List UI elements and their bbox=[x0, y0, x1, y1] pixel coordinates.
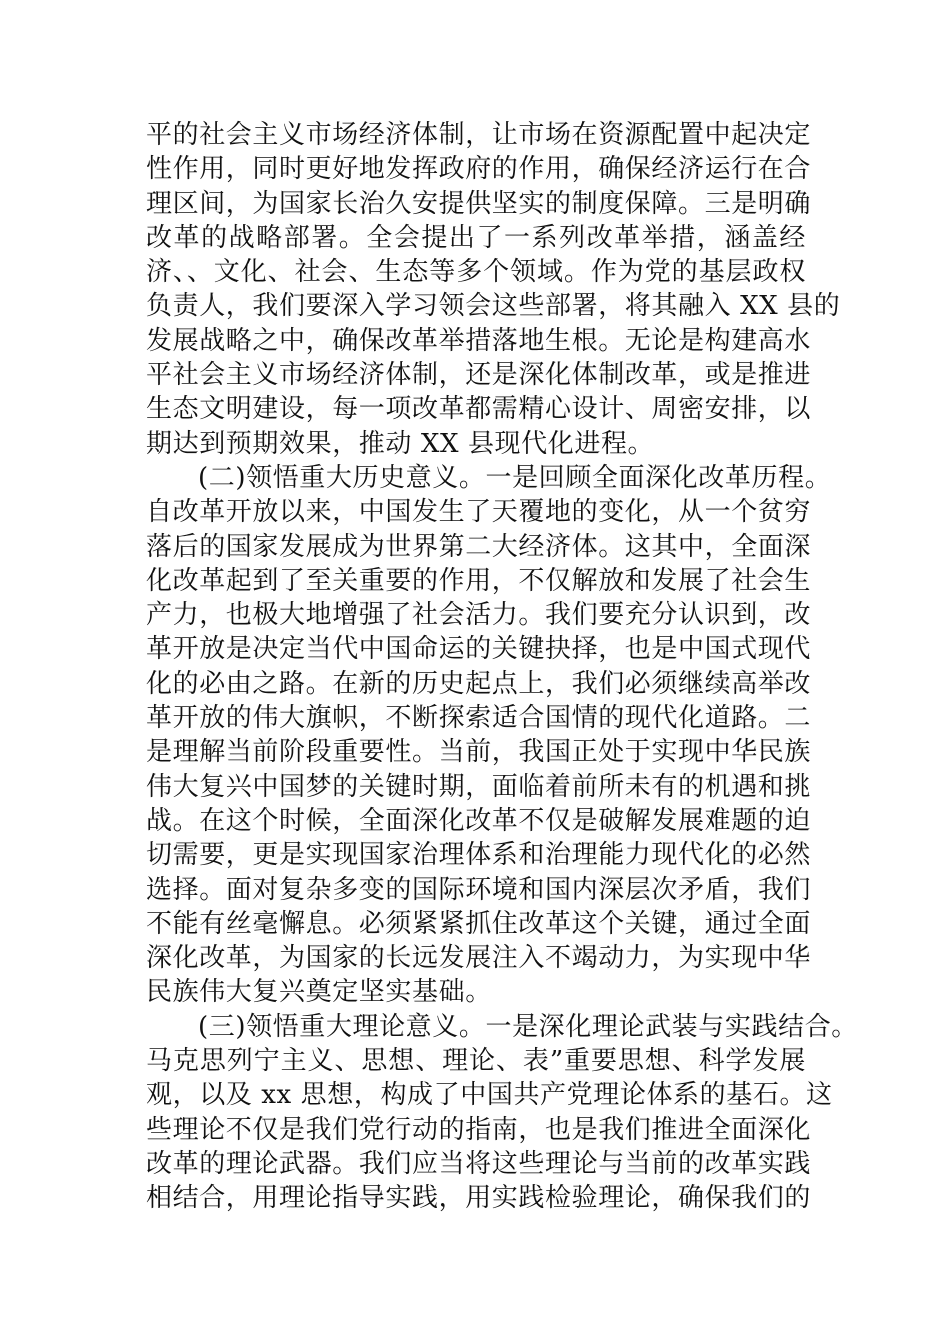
paragraph-2-line: 深化改革，为国家的长远发展注入不竭动力，为实现中华 bbox=[146, 943, 812, 974]
paragraph-2-line: 民族伟大复兴奠定坚实基础。 bbox=[146, 977, 492, 1008]
paragraph-1-line: 生态文明建设，每一项改革都需精心设计、周密安排，以 bbox=[146, 394, 812, 425]
paragraph-2-line: 选择。面对复杂多变的国际环境和国内深层次矛盾，我们 bbox=[146, 874, 812, 905]
paragraph-1-line: 改革的战略部署。全会提出了一系列改革举措，涵盖经 bbox=[146, 222, 806, 253]
paragraph-2-line: 不能有丝毫懈息。必须紧紧抓住改革这个关键，通过全面 bbox=[146, 908, 812, 939]
paragraph-1-line: 理区间，为国家长治久安提供坚实的制度保障。三是明确 bbox=[146, 188, 812, 219]
body-text bbox=[146, 118, 858, 1216]
paragraph-2-line: 是理解当前阶段重要性。当前，我国正处于实现中华民族 bbox=[146, 737, 812, 768]
paragraph-3-heading-line: (三)领悟重大理论意义。一是深化理论武装与实践结合。 bbox=[198, 1011, 858, 1042]
paragraph-2-line: 战。在这个时候，全面深化改革不仅是破解发展难题的迫 bbox=[146, 805, 812, 836]
paragraph-2-line: 革开放的伟大旗帜，不断探索适合国情的现代化道路。二 bbox=[146, 703, 812, 734]
paragraph-1-line: 平社会主义市场经济体制，还是深化体制改革，或是推进 bbox=[146, 360, 812, 391]
paragraph-1-line: 发展战略之中，确保改革举措落地生根。无论是构建高水 bbox=[146, 325, 812, 356]
paragraph-1-line: 期达到预期效果，推动 XX 县现代化进程。 bbox=[146, 428, 655, 459]
paragraph-2-line: 切需要，更是实现国家治理体系和治理能力现代化的必然 bbox=[146, 840, 812, 871]
paragraph-2-line: 产力，也极大地增强了社会活力。我们要充分认识到，改 bbox=[146, 600, 812, 631]
paragraph-2-line: 自改革开放以来，中国发生了天覆地的变化，从一个贫穷 bbox=[146, 497, 812, 528]
paragraph-2-line: 化的必由之路。在新的历史起点上，我们必须继续高举改 bbox=[146, 668, 812, 699]
paragraph-2-line: 伟大复兴中国梦的关键时期，面临着前所未有的机遇和挑 bbox=[146, 771, 812, 802]
paragraph-2-line: 革开放是决定当代中国命运的关键抉择，也是中国式现代 bbox=[146, 634, 812, 665]
paragraph-3-line: 些理论不仅是我们党行动的指南，也是我们推进全面深化 bbox=[146, 1114, 812, 1145]
paragraph-3-line: 马克思列宁主义、思想、理论、表”重要思想、科学发展 bbox=[146, 1046, 806, 1077]
paragraph-1-line: 负责人，我们要深入学习领会这些部署，将其融入 XX 县的 bbox=[146, 291, 841, 322]
paragraph-1-line: 济、、文化、社会、生态等多个领域。作为党的基层政权 bbox=[146, 257, 806, 288]
paragraph-1-line: 性作用，同时更好地发挥政府的作用，确保经济运行在合 bbox=[146, 154, 812, 185]
paragraph-3-line: 相结合，用理论指导实践，用实践检验理论，确保我们的 bbox=[146, 1183, 812, 1214]
paragraph-2-line: 化改革起到了至关重要的作用，不仅解放和发展了社会生 bbox=[146, 565, 812, 596]
paragraph-2-heading-line: (二)领悟重大历史意义。一是回顾全面深化改革历程。 bbox=[198, 462, 832, 493]
paragraph-1-line: 平的社会主义市场经济体制，让市场在资源配置中起决定 bbox=[146, 120, 812, 150]
paragraph-2-line: 落后的国家发展成为世界第二大经济体。这其中，全面深 bbox=[146, 531, 812, 562]
paragraph-3-line: 观，以及 xx 思想，构成了中国共产党理论体系的基石。这 bbox=[146, 1080, 833, 1111]
paragraph-3-line: 改革的理论武器。我们应当将这些理论与当前的改革实践 bbox=[146, 1148, 812, 1179]
